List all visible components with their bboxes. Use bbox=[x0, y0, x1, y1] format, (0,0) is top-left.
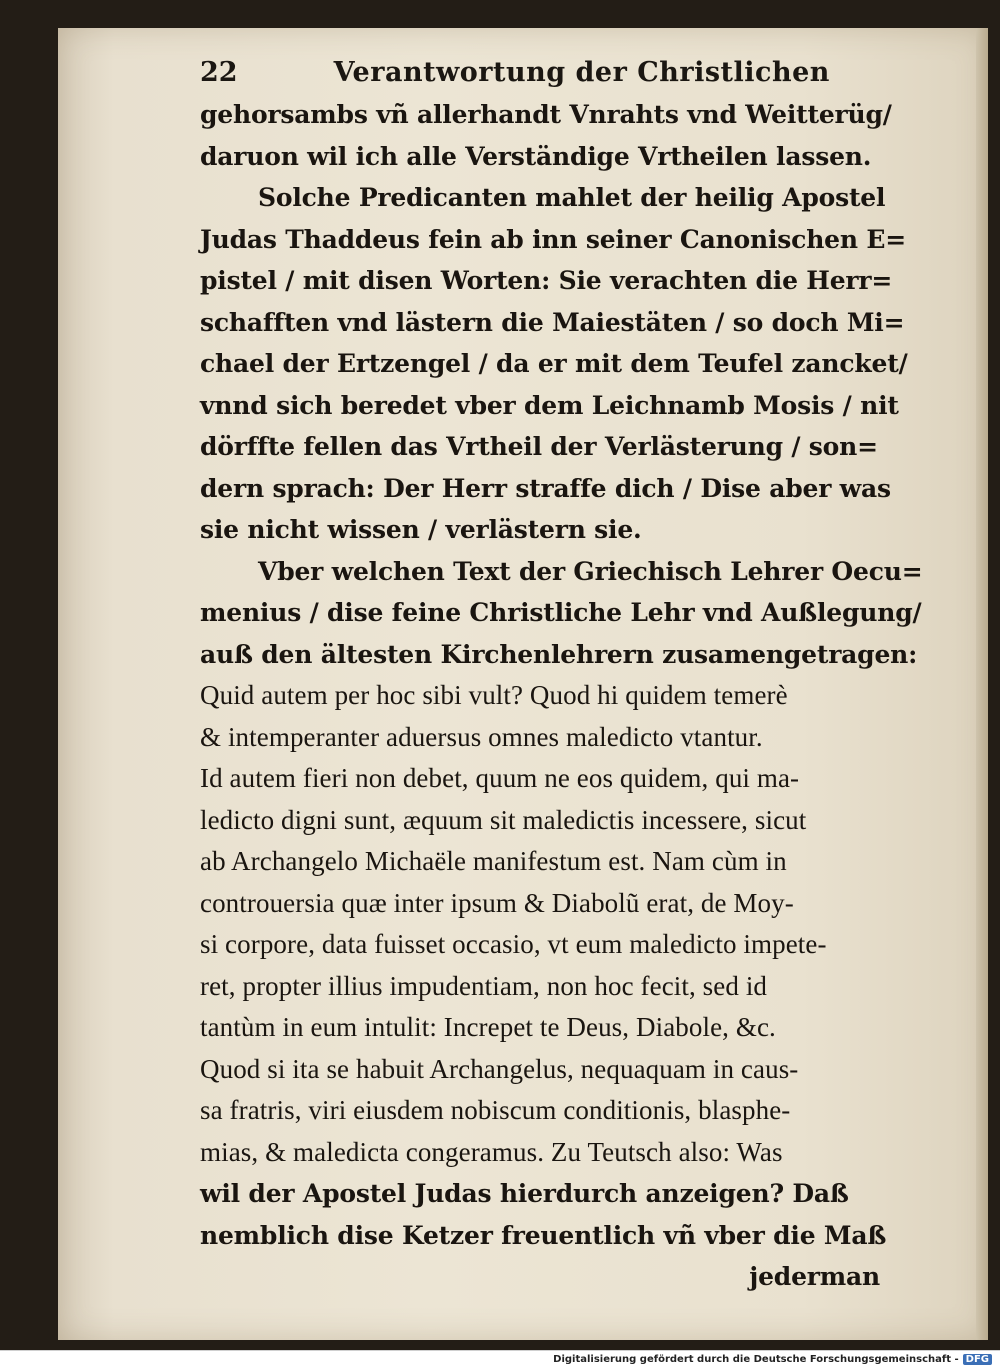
page-number: 22 bbox=[200, 57, 238, 88]
text-line: ledicto digni sunt, æquum sit maledictis incessere, sicut bbox=[200, 804, 807, 835]
text-line: Vber welchen Text der Griechisch Lehrer Oecu= bbox=[258, 556, 923, 586]
footer-bar bbox=[0, 1350, 1000, 1367]
page-edge bbox=[976, 28, 988, 1340]
text-line: Judas Thaddeus fein ab inn seiner Canonischen E= bbox=[200, 224, 906, 254]
text-line: nemblich dise Ketzer freuentlich vñ vber die Maß bbox=[200, 1220, 887, 1250]
text-line: si corpore, data fuisset occasio, vt eum maledicto impete- bbox=[200, 929, 827, 959]
funding-credit: Digitalisierung gefördert durch die Deutsche Forschungsgemeinschaft - bbox=[553, 1353, 959, 1365]
text-line: wil der Apostel Judas hierdurch anzeigen? Daß bbox=[200, 1179, 849, 1208]
text-line: dörffte fellen das Vrtheil der Verlästerung / son= bbox=[200, 432, 878, 461]
text-line: jederman bbox=[749, 1262, 880, 1291]
text-line: vnnd sich beredet vber dem Leichnamb Mosis / nit bbox=[200, 390, 899, 420]
text-line: auß den ältesten Kirchenlehrern zusamengetragen: bbox=[200, 639, 918, 669]
text-line: sie nicht wissen / verlästern sie. bbox=[200, 515, 642, 544]
text-line: ret, propter illius impudentiam, non hoc fecit, sed id bbox=[200, 970, 768, 1001]
text-line: chael der Ertzengel / da er mit dem Teufel zancket/ bbox=[200, 349, 908, 378]
text-line: gehorsambs vñ allerhandt Vnrahts vnd Weitterüg/ bbox=[200, 100, 892, 129]
text-line: daruon wil ich alle Verständige Vrtheilen lassen. bbox=[200, 141, 872, 171]
text-line: ab Archangelo Michaële manifestum est. Nam cùm in bbox=[200, 846, 787, 876]
text-line: menius / dise feine Christliche Lehr vnd Außlegung/ bbox=[200, 598, 922, 627]
text-line: Quod si ita se habuit Archangelus, nequaquam in caus- bbox=[200, 1053, 799, 1084]
body-text bbox=[200, 94, 923, 1298]
text-line: controuersia quæ inter ipsum & Diabolũ erat, de Moy- bbox=[200, 887, 794, 918]
page-header bbox=[200, 48, 900, 88]
text-line: Quid autem per hoc sibi vult? Quod hi quidem temerè bbox=[200, 680, 788, 710]
text-line: Solche Predicanten mahlet der heilig Apostel bbox=[258, 183, 886, 212]
running-head: Verantwortung der Christlichen bbox=[333, 57, 830, 88]
dfg-logo: DFG bbox=[963, 1354, 992, 1365]
text-line: pistel / mit disen Worten: Sie verachten die Herr= bbox=[200, 266, 893, 295]
text-line: & intemperanter aduersus omnes maledicto vtantur. bbox=[200, 721, 763, 752]
text-line: Id autem fieri non debet, quum ne eos quidem, qui ma- bbox=[200, 763, 800, 793]
text-line: dern sprach: Der Herr straffe dich / Dise aber was bbox=[200, 473, 891, 503]
text-line: schafften vnd lästern die Maiestäten / so doch Mi= bbox=[200, 307, 905, 337]
text-line: mias, & maledicta congeramus. Zu Teutsch also: Was bbox=[200, 1136, 783, 1167]
text-line: tantùm in eum intulit: Increpet te Deus, Diabole, &c. bbox=[200, 1012, 776, 1042]
text-line: sa fratris, viri eiusdem nobiscum conditionis, blasphe- bbox=[200, 1095, 791, 1125]
